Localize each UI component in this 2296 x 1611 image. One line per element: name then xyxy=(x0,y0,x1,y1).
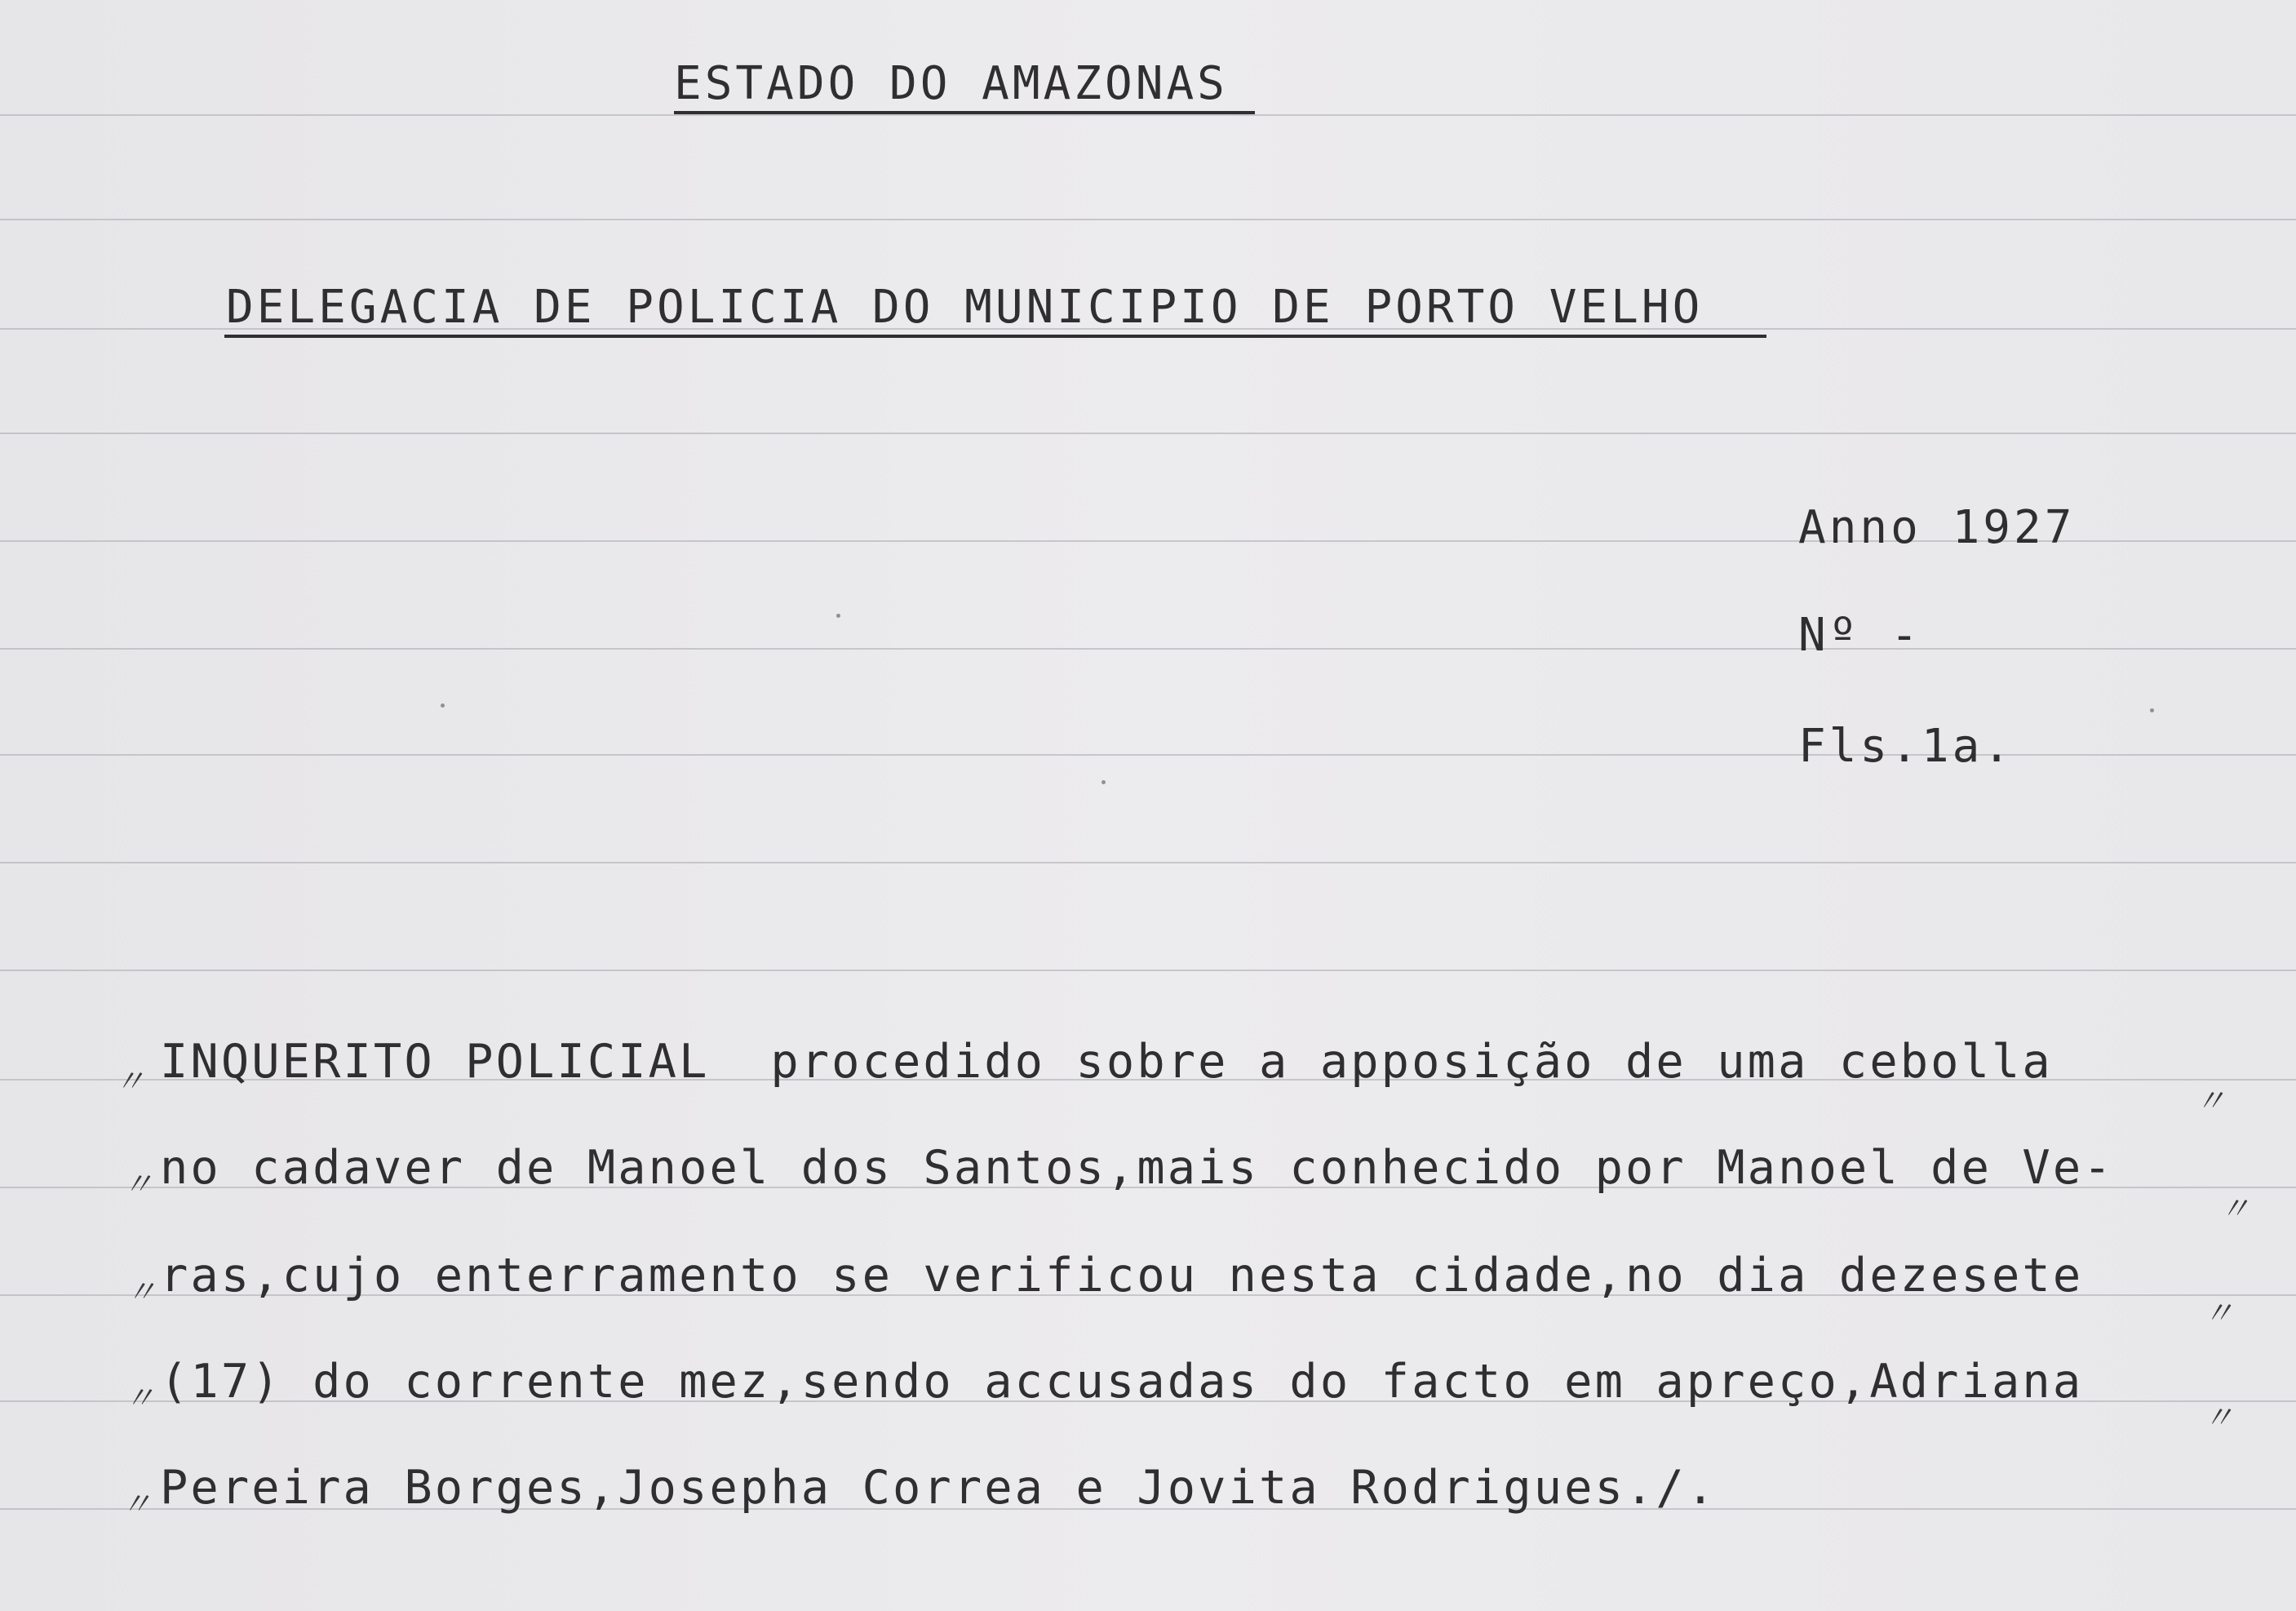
ditto-mark: 〃 xyxy=(2195,1083,2227,1119)
ditto-mark: 〃 xyxy=(122,1166,154,1202)
ruled-line xyxy=(0,970,2296,971)
body-line: (17) do corrente mez,sendo accusadas do facto em apreço,Adriana xyxy=(160,1355,2084,1409)
office-heading: DELEGACIA DE POLICIA DO MUNICIPIO DE PORTO VELHO xyxy=(226,281,1704,334)
ditto-mark: 〃 xyxy=(114,1063,146,1099)
ditto-mark: 〃 xyxy=(124,1380,156,1416)
ruled-line xyxy=(0,648,2296,650)
body-line: ras,cujo enterramento se verificou nesta cidade,no dia dezesete xyxy=(160,1249,2084,1303)
ruled-line xyxy=(0,433,2296,434)
folio-label: Fls.1a. xyxy=(1798,720,2015,773)
ditto-mark: 〃 xyxy=(2219,1191,2251,1227)
ditto-mark: 〃 xyxy=(126,1274,157,1310)
year-label: Anno 1927 xyxy=(1798,501,2076,554)
body-line: INQUERITO POLICIAL procedido sobre a apposição de uma cebolla xyxy=(160,1035,2053,1089)
paper-speck xyxy=(836,614,840,618)
paper-speck xyxy=(441,703,445,708)
ditto-mark: 〃 xyxy=(2203,1400,2235,1436)
body-line: no cadaver de Manoel dos Santos,mais conhecido por Manoel de Ve- xyxy=(160,1141,2114,1195)
paper-speck xyxy=(2150,708,2154,712)
state-heading-underline xyxy=(674,111,1255,114)
ditto-mark: 〃 xyxy=(121,1486,153,1522)
state-heading: ESTADO DO AMAZONAS xyxy=(674,57,1228,110)
ruled-line xyxy=(0,862,2296,863)
ruled-line xyxy=(0,114,2296,116)
body-line: Pereira Borges,Josepha Correa e Jovita Rodrigues./. xyxy=(160,1461,1718,1515)
ditto-mark: 〃 xyxy=(2203,1295,2235,1331)
office-heading-underline xyxy=(224,335,1766,338)
number-label: Nº - xyxy=(1798,609,1921,662)
paper-speck xyxy=(1101,780,1106,784)
ruled-line xyxy=(0,219,2296,220)
